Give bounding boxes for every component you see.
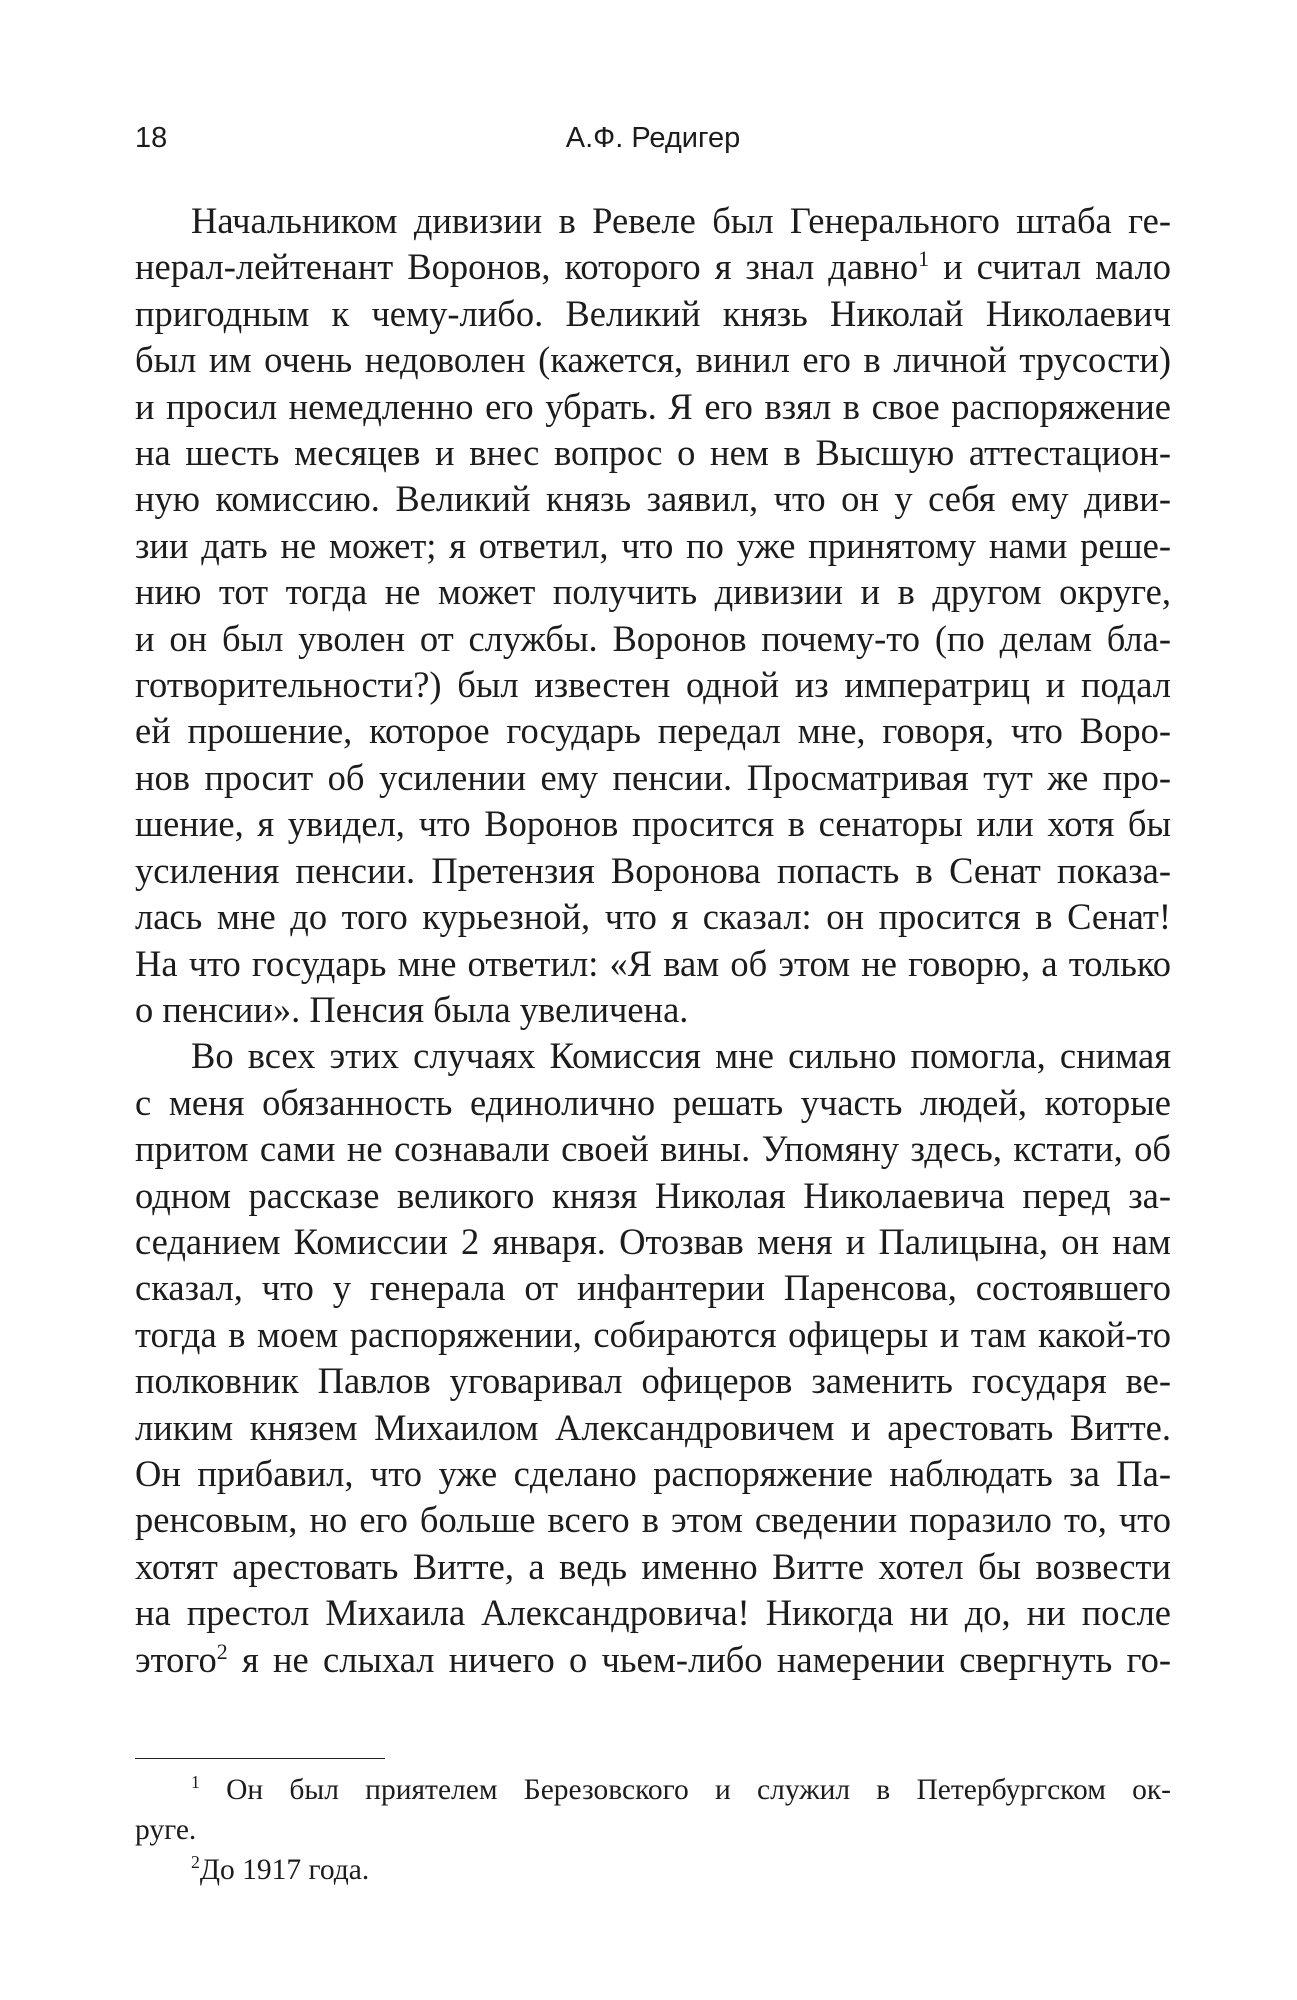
footnote-1-text: Он был приятелем Березовского и служил в Петербургском ок- (199, 1774, 1171, 1806)
text-line: нов просит об усилении ему пенсии. Просматривая тут же про- (135, 756, 1171, 798)
text-line: с меня обязанность единолично решать участь людей, которые (135, 1081, 1171, 1123)
footnote-2-line (135, 1850, 1171, 1890)
text-line: тогда в моем распоряжении, собираются офицеры и там какой-то (135, 1313, 1171, 1355)
footnotes (135, 1770, 1171, 1890)
footnote-2-text: До 1917 года. (199, 1854, 370, 1886)
text-line: полковник Павлов уговаривал офицеров заменить государя ве- (135, 1360, 1171, 1402)
text-line (135, 1637, 1171, 1683)
text-line: одном рассказе великого князя Николая Николаевича перед за- (135, 1174, 1171, 1216)
text-line: о пенсии». Пенсия была увеличена. (135, 988, 689, 1030)
text-line: усиления пенсии. Претензия Воронова попасть в Сенат показа- (135, 849, 1171, 891)
text-line: нию тот тогда не может получить дивизии и в другом округе, (135, 571, 1171, 613)
text-line: ренсовым, но его больше всего в этом сведении поразило то, что (135, 1499, 1171, 1541)
text-fragment: нерал-лейтенант Воронов, которого я знал давно (135, 246, 919, 288)
footnote-2-mark: 2 (191, 1852, 200, 1873)
text-line: притом сами не сознавали своей вины. Упомяну здесь, кстати, об (135, 1128, 1171, 1170)
text-line: пригодным к чему-либо. Великий князь Николай Николаевич (135, 292, 1171, 334)
text-line: Во всех этих случаях Комиссия мне сильно помогла, снимая (191, 1035, 1171, 1077)
text-line: Начальником дивизии в Ревеле был Генерального штаба ге- (191, 200, 1171, 241)
text-line: На что государь мне ответил: «Я вам об этом не говорю, а только (135, 942, 1171, 984)
text-line: седанием Комиссии 2 января. Отозвав меня и Палицына, он нам (135, 1220, 1171, 1262)
text-fragment: я не слыхал ничего о чьем-либо намерении свергнуть го- (227, 1638, 1171, 1680)
text-line: был им очень недоволен (кажется, винил его в личной трусости) (135, 339, 1171, 381)
text-line: ную комиссию. Великий князь заявил, что он у себя ему диви- (135, 478, 1171, 520)
footnote-ref-2[interactable]: 2 (216, 1638, 228, 1664)
page-header (135, 118, 1171, 158)
text-line: хотят арестовать Витте, а ведь именно Витте хотел бы возвести (135, 1545, 1171, 1587)
page-number: 18 (135, 122, 168, 154)
footnote-ref-1[interactable]: 1 (918, 246, 930, 272)
text-line: ей прошение, которое государь передал мне, говоря, что Воро- (135, 710, 1171, 752)
text-fragment: этого (135, 1638, 217, 1680)
text-line: лась мне до того курьезной, что я сказал: он просится в Сенат! (135, 896, 1171, 938)
text-line: и просил немедленно его убрать. Я его взял в свое распоряжение (135, 385, 1171, 427)
footnote-1-mark: 1 (191, 1772, 200, 1793)
text-line: ликим князем Михаилом Александровичем и арестовать Витте. (135, 1406, 1171, 1448)
text-line: сказал, что у генерала от инфантерии Паренсова, состоявшего (135, 1267, 1171, 1309)
text-line: на шесть месяцев и внес вопрос о нем в Высшую аттестацион- (135, 432, 1171, 474)
main-text (135, 198, 1171, 1683)
paragraph-1 (135, 198, 1171, 1033)
text-line: шение, я увидел, что Воронов просится в сенаторы или хотя бы (135, 803, 1171, 845)
text-line: Он прибавил, что уже сделано распоряжение наблюдать за Па- (135, 1452, 1171, 1494)
running-head: А.Ф. Редигер (565, 122, 741, 154)
text-line: на престол Михаила Александровича! Никогда ни до, ни после (135, 1592, 1171, 1634)
paragraph-2 (135, 1033, 1171, 1683)
text-line: готворительности?) был известен одной из императриц и подал (135, 664, 1171, 706)
text-line (135, 244, 1171, 290)
footnote-divider (135, 1758, 385, 1759)
text-line: и он был уволен от службы. Воронов почему-то (по делам бла- (135, 617, 1171, 659)
text-fragment: и считал мало (929, 246, 1172, 288)
footnote-1-line (135, 1770, 1171, 1810)
text-line: зии дать не может; я ответил, что по уже принятому нами реше- (135, 524, 1171, 566)
footnote-1-continuation: руге. (135, 1814, 197, 1846)
